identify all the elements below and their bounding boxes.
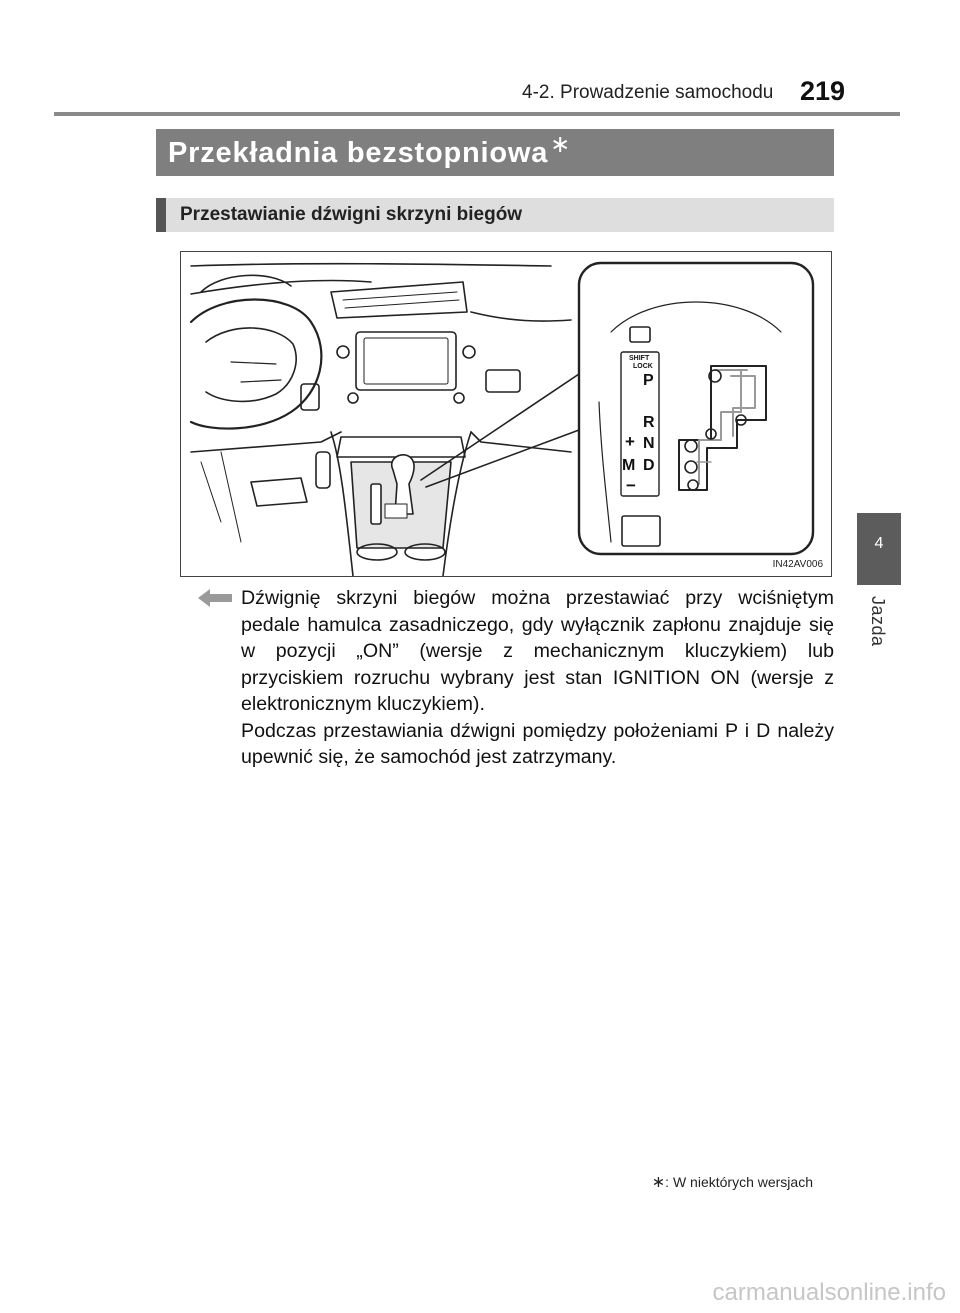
title-asterisk: ∗ [550,131,572,158]
section-title-bar [156,129,834,176]
instruction-paragraph-2: Podczas przestawiania dźwigni pomiędzy położeniami P i D należy upewnić się, że samochód jest zatrzymany. [241,719,834,768]
gate-label-shift: SHIFT [629,355,650,362]
chapter-tab[interactable] [857,513,901,585]
gate-label-m: M [622,457,636,474]
header-rule [54,112,900,116]
gate-label-lock: LOCK [633,363,653,370]
section-title [168,131,572,170]
section-title-text: Przekładnia bezstopniowa [168,137,549,169]
gate-label-n: N [643,435,655,452]
arrow-left-icon [198,588,232,608]
instruction-text [241,585,834,771]
figure-code: IN42AV006 [772,559,823,570]
subsection-title: Przestawianie dźwigni skrzyni biegów [180,204,523,225]
gate-label-plus: + [625,432,635,451]
gate-label-d: D [643,457,655,474]
shift-lever-illustration [180,251,832,577]
watermark: carmanualsonline.info [712,1279,946,1306]
chapter-tab-number: 4 [874,535,884,552]
footnote-text: : W niektórych wersjach [665,1174,813,1190]
page-number: 219 [800,76,846,106]
instruction-paragraph-1: Dźwignię skrzyni biegów można przestawiać przy wciśniętym pedale hamulca zasadniczego, gdy wyłącznik zapłonu znajduje się w pozycji „ON” (wersje z mechanicznym kluczykiem) lub przyciskiem rozruchu wybrany jest stan IGNITION ON (wersje z elektronicznym kluczykiem). [241,587,834,715]
header-section-title: 4-2. Prowadzenie samochodu [522,82,774,103]
chapter-tab-label: Jazda [868,596,888,647]
gate-label-minus: − [626,476,636,495]
dashboard-illustration [181,252,831,576]
footnote-star: ∗ [651,1174,666,1191]
footnote [652,1172,813,1192]
gate-label-r: R [643,414,655,431]
gate-label-p: P [643,372,654,389]
subsection-title-bar [156,198,834,232]
